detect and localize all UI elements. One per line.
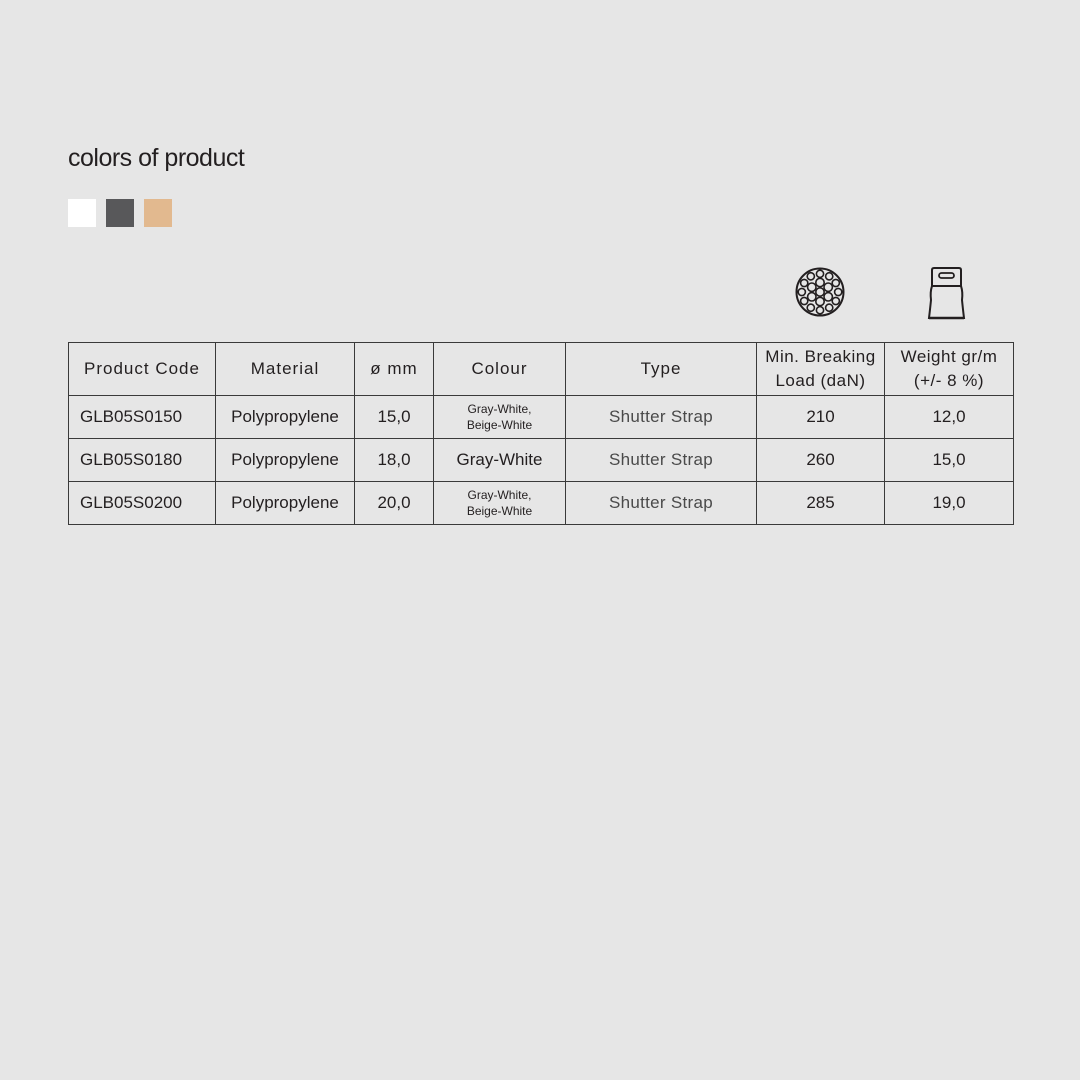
section-title: colors of product xyxy=(68,144,245,172)
cell-type: Shutter Strap xyxy=(566,439,757,482)
cell-colour xyxy=(434,396,566,439)
cell-weight: 19,0 xyxy=(885,482,1014,525)
header-colour: Colour xyxy=(434,343,566,396)
header-weight-line1: Weight gr/m xyxy=(900,347,998,366)
swatch-white[interactable] xyxy=(68,199,96,227)
cell-colour-line2: Beige-White xyxy=(466,504,533,518)
cell-type: Shutter Strap xyxy=(566,482,757,525)
product-spec-table xyxy=(68,342,1014,525)
header-breaking-load-line2: Load (daN) xyxy=(775,371,866,390)
cell-product-code: GLB05S0150 xyxy=(69,396,216,439)
color-swatches xyxy=(68,199,172,227)
cell-diameter: 20,0 xyxy=(355,482,434,525)
header-weight-line2: (+/- 8 %) xyxy=(913,371,985,390)
swatch-dark-gray[interactable] xyxy=(106,199,134,227)
cell-colour-line1: Gray-White, xyxy=(467,488,532,502)
table-header-row xyxy=(69,343,1014,396)
cell-weight: 15,0 xyxy=(885,439,1014,482)
cell-breaking-load: 210 xyxy=(757,396,885,439)
cell-type: Shutter Strap xyxy=(566,396,757,439)
cell-product-code: GLB05S0180 xyxy=(69,439,216,482)
rope-cross-section-icon xyxy=(795,267,845,317)
table-row xyxy=(69,482,1014,525)
cell-weight: 12,0 xyxy=(885,396,1014,439)
cell-material: Polypropylene xyxy=(216,482,355,525)
cell-colour-line1: Gray-White, xyxy=(467,402,532,416)
cell-diameter: 15,0 xyxy=(355,396,434,439)
cell-colour: Gray-White xyxy=(434,439,566,482)
cell-colour xyxy=(434,482,566,525)
swatch-beige[interactable] xyxy=(144,199,172,227)
header-diameter: ø mm xyxy=(355,343,434,396)
header-weight xyxy=(885,343,1014,396)
cell-diameter: 18,0 xyxy=(355,439,434,482)
cell-product-code: GLB05S0200 xyxy=(69,482,216,525)
header-breaking-load-line1: Min. Breaking xyxy=(765,347,876,366)
header-breaking-load xyxy=(757,343,885,396)
header-type: Type xyxy=(566,343,757,396)
cell-colour-line2: Beige-White xyxy=(466,418,533,432)
cell-breaking-load: 260 xyxy=(757,439,885,482)
cell-material: Polypropylene xyxy=(216,439,355,482)
header-material: Material xyxy=(216,343,355,396)
table-row xyxy=(69,439,1014,482)
table-row xyxy=(69,396,1014,439)
cell-breaking-load: 285 xyxy=(757,482,885,525)
header-product-code: Product Code xyxy=(69,343,216,396)
packaging-bag-icon xyxy=(926,266,967,322)
cell-material: Polypropylene xyxy=(216,396,355,439)
